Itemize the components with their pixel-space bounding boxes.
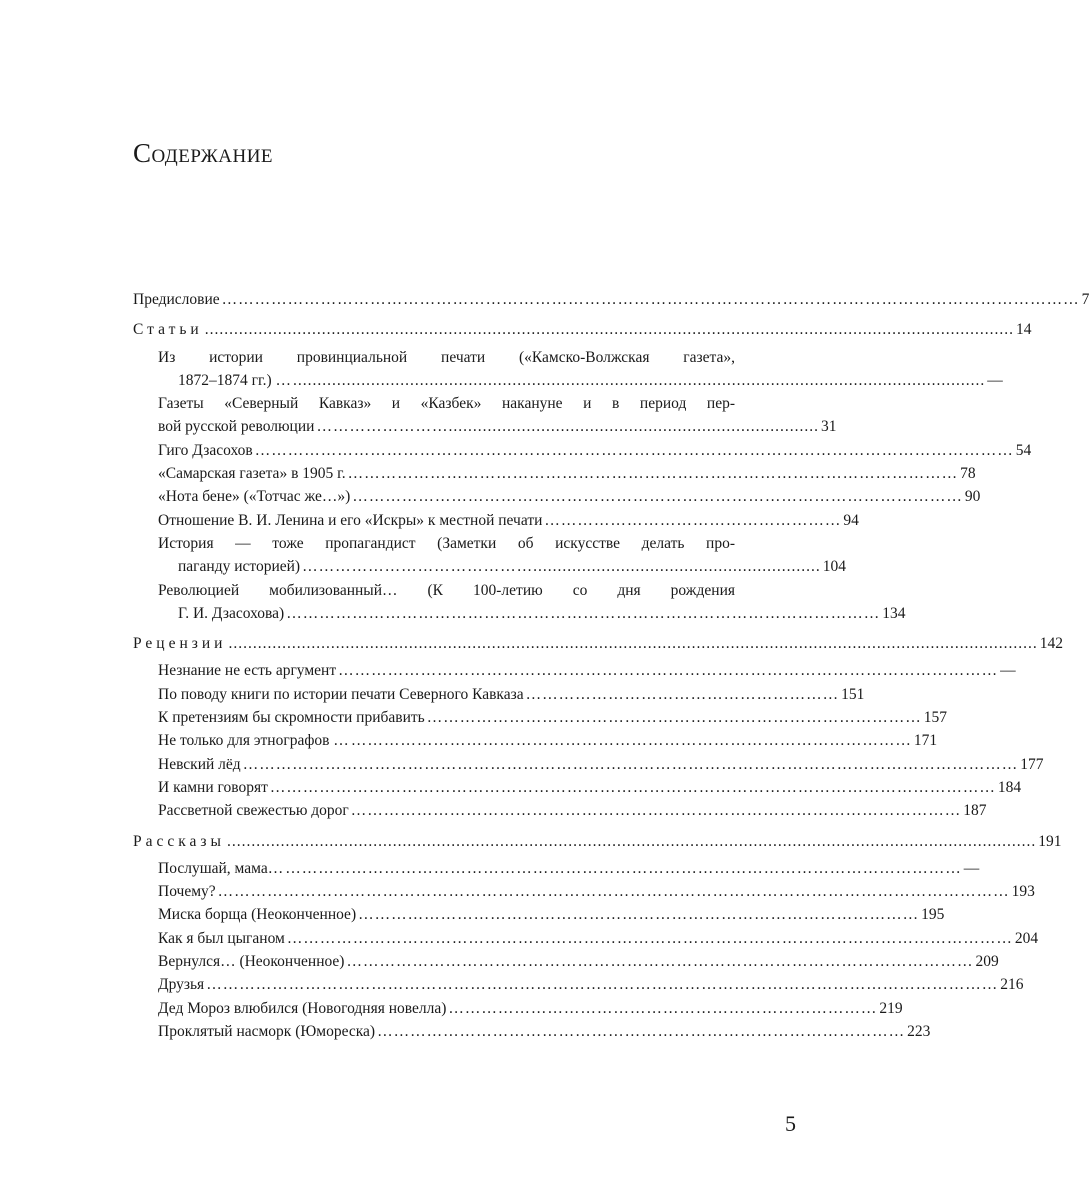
dot-leader: …………………………………………………………………………………………………	[347, 465, 959, 483]
dot-leader: ………………………………………………	[544, 511, 842, 529]
toc-entry-title: «Самарская газета» в 1905 г.	[158, 465, 346, 483]
dot-leader: ……………………………………………………………………………………………………………………	[269, 778, 996, 796]
dot-leader: ………………………………………………………………………………	[426, 709, 922, 727]
toc-entry-title: По поводу книги по истории печати Северного Кавказа	[158, 685, 524, 703]
toc-entry-page: 94	[843, 511, 859, 529]
toc-entry-page: 184	[997, 778, 1022, 796]
toc-entry[interactable]	[133, 1020, 931, 1043]
toc-entry-page: 216	[1000, 976, 1024, 994]
toc-entry-page: —	[963, 859, 980, 877]
toc-entry-title: Не только для этнографов …	[158, 732, 349, 750]
dot-leader: ………………………………………………………………………………………………………………………………	[206, 976, 999, 994]
toc-entry-page: 104	[822, 558, 846, 576]
toc-entry-page: 78	[960, 465, 976, 483]
toc-entry[interactable]	[133, 415, 837, 438]
toc-entry-title: Отношение В. И. Ленина и его «Искры» к местной печати	[158, 511, 543, 529]
dot-leader: ………………………………………………………………………………………………………………………………	[217, 883, 1010, 901]
toc-entry-page: 151	[841, 685, 865, 703]
toc-entry-page: —	[1000, 662, 1016, 680]
dot-leader: …………………………………………………	[525, 685, 840, 703]
toc-entry[interactable]	[133, 997, 903, 1020]
toc-entry-page: 219	[879, 999, 903, 1017]
toc-entry-page: 142	[1039, 635, 1063, 653]
toc-entry-page: 223	[907, 1022, 931, 1040]
toc-section[interactable]	[133, 830, 1062, 853]
toc-entry-title: Гиго Дзасохов	[158, 441, 253, 459]
dot-leader: …………………………………………………………………………………………………	[352, 488, 963, 506]
toc-entry-title: Невский лёд	[158, 755, 241, 773]
toc-entry-title: Миска борща (Неоконченное)	[158, 906, 357, 924]
toc-entry-page: 157	[923, 709, 947, 727]
toc-entry-title: Друзья	[158, 976, 205, 994]
toc-entry-title: «Нота бене» («Тотчас же…»)	[158, 488, 351, 506]
toc-entry[interactable]	[133, 799, 987, 822]
toc-entry-title: Проклятый насморк (Юмореска)	[158, 1022, 376, 1040]
toc-entry-title: Предисловие	[133, 291, 220, 308]
toc-entry-page: 195	[921, 906, 945, 924]
toc-entry-title: Незнание не есть аргумент	[158, 662, 337, 680]
toc-entry[interactable]	[133, 927, 1039, 950]
dot-leader: …………………………………………………………………………………………………………	[338, 662, 999, 680]
toc-entry-page: 54	[1015, 441, 1032, 459]
dot-leader: ......................................................................................................................................................................	[204, 321, 1014, 339]
toc-section[interactable]	[133, 318, 1032, 341]
toc-entry[interactable]	[133, 857, 980, 880]
dot-leader: ……………………………………………………………………	[448, 999, 878, 1017]
toc-entry[interactable]	[133, 683, 865, 706]
dot-leader: …………………………………………………………………………………………………………………………………………	[221, 291, 1080, 308]
toc-section-title: Статьи	[133, 321, 203, 339]
dot-leader: ……………………………………………………………………………………………………	[346, 953, 974, 971]
toc-entry[interactable]	[133, 288, 1089, 311]
toc-entry-title: Вернулся… (Неоконченное)	[158, 953, 345, 971]
toc-entry-page: 204	[1014, 929, 1039, 947]
dot-leader: ……………………………………………………………………………………………………………	[285, 859, 962, 877]
toc-entry-page: —	[987, 371, 1003, 389]
toc-entry[interactable]	[133, 903, 945, 926]
dot-leader: …………………………………………………………………………………………	[350, 732, 912, 750]
toc-entry-title: Почему?	[158, 883, 216, 901]
toc-entry-title: И камни говорят	[158, 778, 268, 796]
toc-entry-title: Как я был цыганом	[158, 929, 285, 947]
dot-leader: ……………………………………………………………………………………	[377, 1022, 906, 1040]
toc-entry-page: 7	[1081, 291, 1089, 308]
page-number: 5	[785, 1111, 796, 1136]
page-title: Содержание	[133, 138, 274, 168]
toc-entry-title: Дед Мороз влюбился (Новогодняя новелла)	[158, 999, 447, 1017]
toc-entry[interactable]	[133, 659, 1016, 682]
toc-entry[interactable]	[133, 485, 981, 508]
dot-leader: ......................................................................................................................................................................	[226, 832, 1037, 850]
toc-entry[interactable]	[133, 973, 1024, 996]
toc-entry-title-cont: Г. И. Дзасохова)	[178, 604, 285, 622]
toc-entry[interactable]	[133, 439, 1032, 462]
toc-entry-title[interactable]: История — тоже пропагандист (Заметки об искусстве делать про-	[158, 534, 735, 552]
toc-entry-title: Рассветной свежестью дорог	[158, 802, 349, 820]
dot-leader: …………………………………………………………………………………………………………………………	[254, 441, 1014, 459]
toc-entry-page: 134	[882, 604, 906, 622]
toc-entry-page: 193	[1011, 883, 1035, 901]
toc-entry[interactable]	[133, 369, 1003, 392]
toc-entry-page: 31	[820, 418, 837, 436]
toc-entry-title: К претензиям бы скромности прибавить	[158, 709, 425, 727]
toc-entry[interactable]	[133, 555, 846, 578]
toc-entry-page: 171	[913, 732, 938, 750]
dot-leader: ……………………………………………………………………………………………………………………………	[242, 755, 1019, 773]
toc-entry-title[interactable]: Из истории провинциальной печати («Камско-Волжская газета»,	[158, 348, 735, 366]
dot-leader: …………………………………………………………………………………………	[358, 906, 920, 924]
toc-section-title: Рассказы	[133, 832, 225, 850]
toc-entry-title-cont: 1872–1874 гг.) …	[178, 371, 292, 389]
toc-entry-title: Послушай, мама…	[158, 859, 284, 877]
toc-entry-title-cont: вой русской революции	[158, 418, 315, 436]
toc-entry-page: 177	[1020, 755, 1044, 773]
toc-entry[interactable]	[133, 462, 976, 485]
toc-section[interactable]	[133, 632, 1063, 655]
toc-entry[interactable]	[133, 950, 999, 973]
table-of-contents	[133, 288, 1089, 1043]
dot-leader: ……………………............................................................................	[316, 418, 819, 436]
toc-entry[interactable]	[133, 729, 938, 752]
toc-entry-title[interactable]: Газеты «Северный Кавказ» и «Казбек» накануне и в период пер-	[158, 395, 735, 413]
toc-entry[interactable]	[133, 602, 906, 625]
toc-entry[interactable]	[133, 880, 1035, 903]
dot-leader: ..............................................................................................................................................	[293, 371, 986, 389]
dot-leader: ……………………………………………………………………………………………………………………	[286, 929, 1013, 947]
toc-entry-page: 14	[1015, 321, 1032, 339]
toc-section-title: Рецензии	[133, 635, 227, 653]
toc-entry-title[interactable]: Революцией мобилизованный… (К 100-летию со дня рождения	[158, 581, 735, 599]
dot-leader: ………………………………………………………………………………………………	[286, 604, 881, 622]
toc-entry-page: 90	[964, 488, 981, 506]
toc-entry-page: 187	[963, 802, 987, 820]
toc-entry-title-cont: паганду историей)	[178, 558, 301, 576]
toc-entry-page: 209	[975, 953, 999, 971]
toc-entry-page: 191	[1038, 832, 1062, 850]
toc-entry[interactable]	[133, 706, 947, 729]
dot-leader: ......................................................................................................................................................................	[228, 635, 1038, 653]
toc-entry[interactable]	[133, 509, 859, 532]
toc-entry[interactable]	[133, 776, 1022, 799]
dot-leader: …………………………………………………………………………………………………	[350, 802, 962, 820]
dot-leader: ……………………………………...........................................................	[302, 558, 821, 576]
toc-entry[interactable]	[133, 753, 1044, 776]
